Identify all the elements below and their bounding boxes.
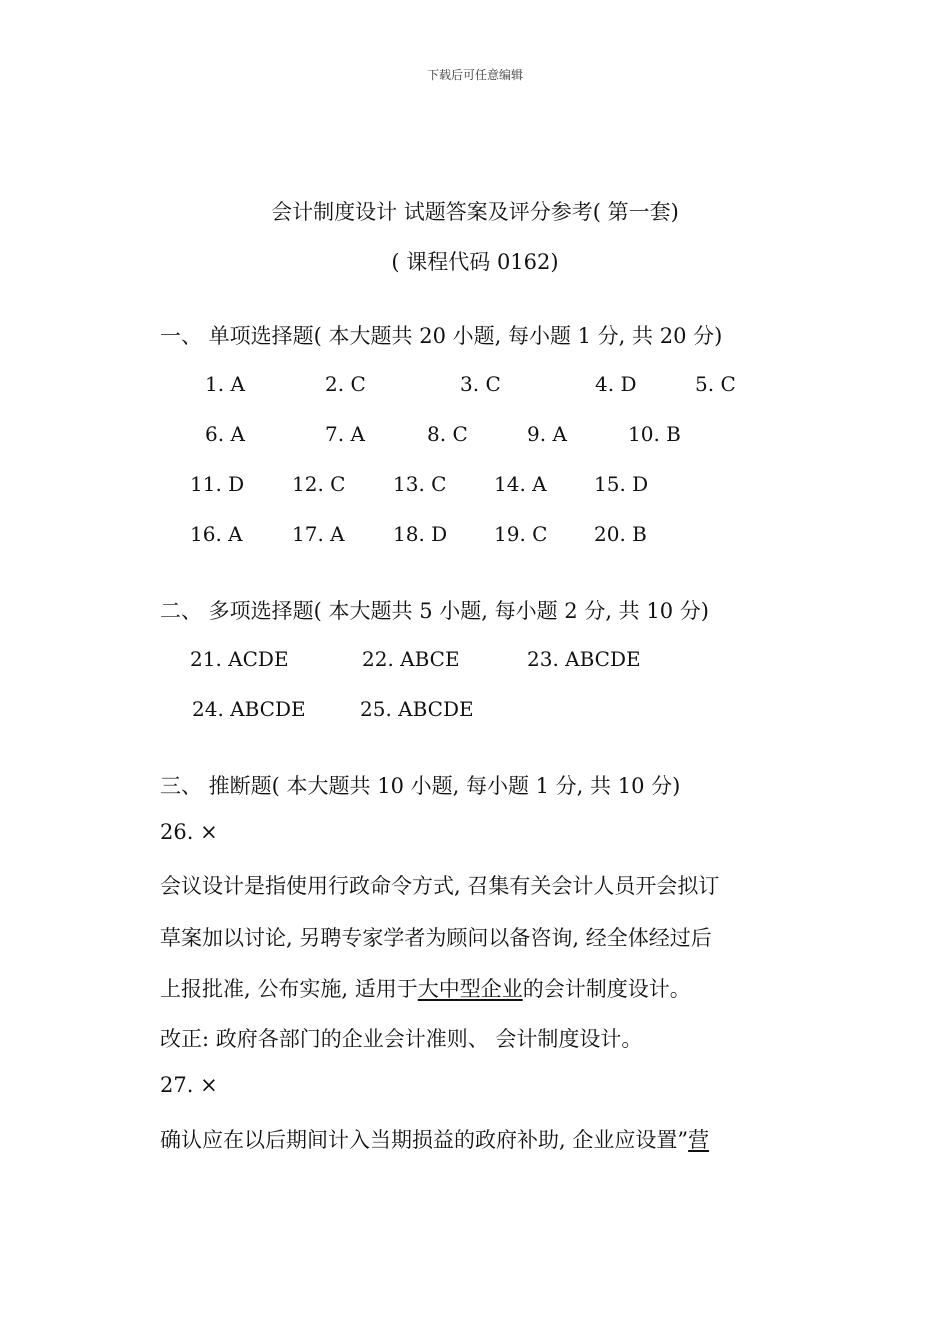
question-26-text: 草案加以讨论, 另聘专家学者为顾问以备咨询, 经全体经过后 [160, 926, 712, 950]
question-27-label: 27. × [160, 1073, 218, 1097]
answer-item: 16. A [190, 522, 243, 546]
question-26-correction: 改正: 政府各部门的企业会计准则、 会计制度设计。 [160, 1027, 643, 1051]
answer-item: 25. ABCDE [360, 697, 474, 721]
section3-heading: 三、 推断题( 本大题共 10 小题, 每小题 1 分, 共 10 分) [160, 774, 681, 798]
text-segment: 确认应在以后期间计入当期损益的政府补助, 企业应设置” [160, 1128, 689, 1152]
answer-item: 9. A [527, 422, 567, 446]
answer-item: 8. C [427, 422, 468, 446]
answer-item: 11. D [190, 472, 245, 496]
course-code: ( 课程代码 0162) [391, 250, 559, 274]
answer-item: 14. A [494, 472, 547, 496]
answer-item: 10. B [628, 422, 681, 446]
answer-item: 20. B [594, 522, 647, 546]
question-26-text: 会议设计是指使用行政命令方式, 召集有关会计人员开会拟订 [160, 874, 720, 898]
text-segment: 上报批准, 公布实施, 适用于 [160, 977, 418, 1001]
answer-item: 4. D [595, 372, 637, 396]
underlined-term: 营 [688, 1128, 710, 1152]
answer-item: 15. D [594, 472, 649, 496]
answer-item: 22. ABCE [362, 647, 460, 671]
answer-item: 24. ABCDE [192, 697, 306, 721]
answer-item: 23. ABCDE [527, 647, 641, 671]
answer-item: 1. A [205, 372, 245, 396]
answer-item: 2. C [325, 372, 366, 396]
question-26-label: 26. × [160, 820, 218, 844]
question-26-text [160, 973, 691, 1003]
answer-item: 13. C [393, 472, 447, 496]
answer-item: 5. C [695, 372, 736, 396]
answer-item: 7. A [325, 422, 365, 446]
answer-item: 3. C [460, 372, 501, 396]
answer-item: 19. C [494, 522, 548, 546]
page-header: 下载后可任意编辑 [426, 68, 523, 82]
answer-item: 17. A [292, 522, 345, 546]
answer-item: 6. A [205, 422, 245, 446]
underlined-term: 大中型企业 [417, 977, 523, 1001]
question-27-text [160, 1124, 709, 1154]
text-segment: 的会计制度设计。 [522, 977, 691, 1001]
answer-item: 18. D [393, 522, 448, 546]
answer-item: 12. C [292, 472, 346, 496]
section2-heading: 二、 多项选择题( 本大题共 5 小题, 每小题 2 分, 共 10 分) [160, 599, 709, 623]
section1-heading: 一、 单项选择题( 本大题共 20 小题, 每小题 1 分, 共 20 分) [160, 324, 723, 348]
document-title: 会计制度设计 试题答案及评分参考( 第一套) [271, 200, 679, 224]
answer-item: 21. ACDE [190, 647, 289, 671]
